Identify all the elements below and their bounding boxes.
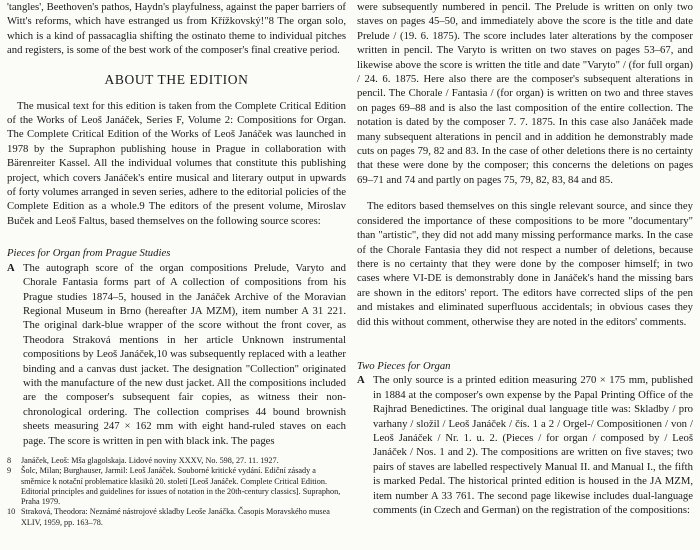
footnote <box>7 507 346 528</box>
footnote-text: Janáček, Leoš: Mša glagolskaja. Lidové noviny XXXV, No. 598, 27. 11. 1927. <box>21 456 279 465</box>
editors-paragraph: The editors based themselves on this single relevant source, and since they considered the importance of these compositions to be more "documentary" than "artistic", they did not add many missing performance marks. In the case of the Chorale Fantasia they did not respect a number of deletions, because there is no certainty that they were done by the composer himself; in two cases where VI-DE is demonstrably done in Janáček's hand the missing bars are shown in the editors' report. The editors have corrected slips of the pen and mistakes and eliminated superfluous accidentals; in obvious cases they did this without comment, otherwise they are noted in the editors' comments. <box>357 200 693 328</box>
continuation-paragraph: were subsequently numbered in pencil. The Prelude is written on only two staves on pages 45–50, and immediately above the score is the title and date Prelude / (19. 6. 1875). The score includes later alterations by the composer written in pencil. The Varyto is written on two staves on pages 53–67, and likewise above the score is written the title and date "Varyto" / (for full organ) / 24. 6. 1875. Here also there are the composer's subsequent alterations in pencil. The Chorale / Fantasia / (for organ) is written on two and three staves on pages 69–88 and is also the last composition of the entire collection. The notation is dated by the composer 7. 7. 1875. In this case also Janáček made many subsequent alterations in pencil and in addition he demonstrably made cuts on pages 79, 82 and 83. In the case of other deletions there is no certainty that these were done by the composer; this concerns the deletions on pages 69–71 and 74 and partly on pages 75, 79, 82, 83, 84 and 85. <box>357 1 693 186</box>
footnote-text: Straková, Theodora: Neznámé nástrojové skladby Leoše Janáčka. Časopis Moravského musea XLIV, 1959, pp. 163–78. <box>21 507 330 527</box>
intro-paragraph: 'tangles', Beethoven's pathos, Haydn's playfulness, against the paper barriers of Witt's reforms, which have estranged us from Křížkovský!"8 The organ solo, which is a kind of passacaglia shifting the ostinato theme to individual pitches and registers, is some of the best work of the composer's final creative period. <box>7 1 346 57</box>
footnote-text: Šolc, Milan; Burghauser, Jarmil: Leoš Janáček. Souborné kritické vydání. Ediční zásady a směrnice k notační problematice klasiků 20. století [Leoš Janáček. Complete Critical Edition. Editorial principles and guidelines for issues of notation in the 20th-century classics]. Supraphon, Praha 1979. <box>21 466 341 507</box>
subheading-prague-studies: Pieces for Organ from Prague Studies <box>7 247 171 260</box>
right-column <box>357 0 693 517</box>
footnote-number: 9 <box>7 466 12 476</box>
section-heading: ABOUT THE EDITION <box>104 71 249 87</box>
footnote-number: 10 <box>7 507 16 517</box>
footnote-number: 8 <box>7 456 12 465</box>
entry-text: The only source is a printed edition measuring 270 × 175 mm, published in 1884 at the composer's own expense by the Papal Printing Office of the Rajhrad Benedictines. The original dual language title was: Skladby / pro varhany / složil / Leoš Janáček / čís. 1 a 2 / Orgel-/ Compositionen / von / Leoš Janáček / Nr. 1. u. 2. (Pieces / for organ / composed by / Leoš Janáček / Nos. 1 and 2). The compositions are written on five staves; two pairs of staves are labelled respectively Manual II. and Manual I., the fifth is marked Pedal. The historical printed edition is housed in the JA MZM, item number A 33 761. The second page likewise includes dual-language comments (in Czech and German) on the registration of the compositions: <box>373 374 693 516</box>
source-entry-a <box>357 373 693 517</box>
entry-marker: A <box>7 261 15 274</box>
entry-text: The autograph score of the organ compositions Prelude, Varyto and Chorale Fantasia forms part of A collection of compositions from his Prague studies 1874–5, housed in the Janáček Archive of the Moravian Regional Museum in Brno (hereafter JA MZM), item number A 31 221. The original dark-blue wrapper of the score without the front cover, as Theodora Straková mentions in her article Unknown instrumental compositions by Leoš Janáček,10 was subsequently replaced with a leather binding and a canvas dust jacket. The designation "Collection" originated with the manufacture of the new dust jacket. All the compositions included are the composer's subsequent fair copies, as witness their non-chronological ordering. The collection comprises 44 bound brownish sheets measuring 247 × 162 mm with eight hand-ruled staves on each page. The score is written in pen with black ink. The pages <box>23 261 346 447</box>
edition-paragraph: The musical text for this edition is taken from the Complete Critical Edition of the Works of Leoš Janáček, Series F, Volume 2: Compositions for Organ. The Complete Critical Edition of the Works of Leoš Janáček was launched in 1978 by the Supraphon publishing house in Prague in collaboration with Bärenreiter Kassel. All the individual volumes that constitute this publishing project, which covers Janáček's entire musical and literary output in upwards of forty volumes arranged in seven series, adhere to the editorial policies of the Complete Edition as a whole.9 The editors of the present volume, Miroslav Buček and Leoš Faltus, based themselves on the following source scores: <box>7 99 346 227</box>
footnotes <box>7 456 346 528</box>
source-entry-a <box>7 261 346 448</box>
footnote <box>7 466 346 507</box>
entry-marker: A <box>357 374 365 387</box>
subheading-two-pieces: Two Pieces for Organ <box>357 359 451 372</box>
left-column <box>7 0 346 448</box>
footnote <box>7 456 346 466</box>
